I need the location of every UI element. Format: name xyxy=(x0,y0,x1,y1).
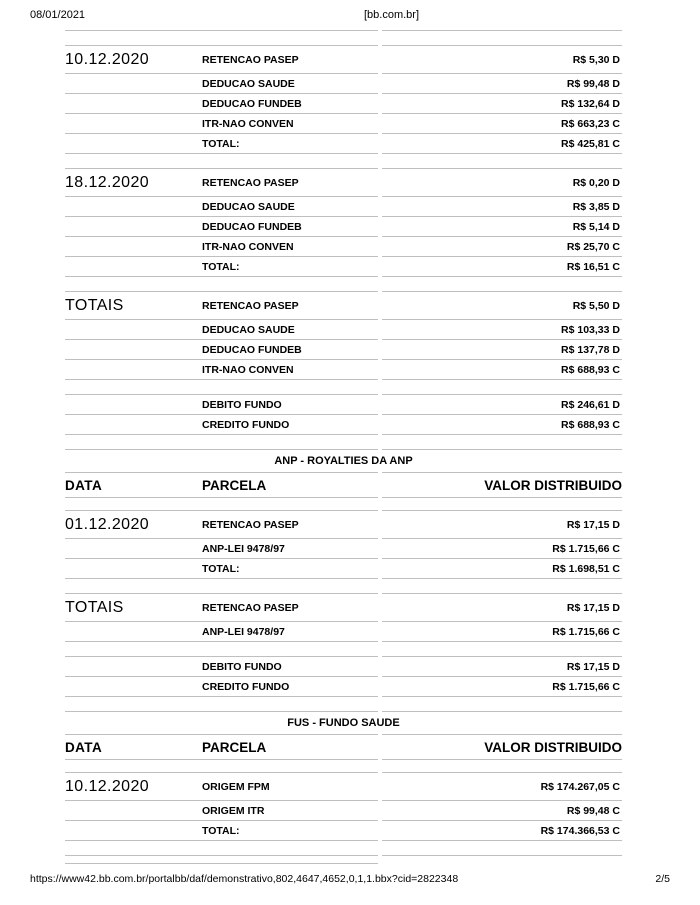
valor-cell: R$ 99,48 D xyxy=(566,77,620,90)
column-header-parcela: PARCELA xyxy=(202,477,267,493)
date-cell: TOTAIS xyxy=(65,296,124,314)
row-line-left xyxy=(65,277,378,292)
spacer-row xyxy=(65,642,622,657)
row-line-left xyxy=(65,31,378,46)
parcela-cell: DEDUCAO FUNDEB xyxy=(202,97,302,110)
spacer-row xyxy=(65,697,622,712)
valor-cell: R$ 5,50 D xyxy=(572,299,620,312)
row-right xyxy=(382,217,622,237)
row-right xyxy=(382,46,622,74)
valor-cell: R$ 132,64 D xyxy=(561,97,620,110)
valor-cell: R$ 688,93 C xyxy=(561,418,620,431)
row-line-left xyxy=(65,0,378,31)
date-cell: 01.12.2020 xyxy=(65,515,150,533)
parcela-cell: ANP-LEI 9478/97 xyxy=(202,542,285,555)
spacer-row xyxy=(65,380,622,395)
row-left xyxy=(65,360,378,380)
row-right xyxy=(382,415,622,435)
valor-cell: R$ 174.267,05 C xyxy=(540,780,620,793)
row-right xyxy=(382,74,622,94)
valor-cell: R$ 663,23 C xyxy=(561,117,620,130)
row-line-left xyxy=(65,760,378,773)
row-line-left xyxy=(65,380,378,395)
parcela-cell: DEDUCAO FUNDEB xyxy=(202,343,302,356)
row-right xyxy=(382,169,622,197)
table-row xyxy=(65,217,622,237)
table-row xyxy=(65,677,622,697)
row-line-right xyxy=(382,760,622,773)
column-header-data: DATA xyxy=(65,739,103,755)
date-cell: 10.12.2020 xyxy=(65,50,150,68)
spacer-row xyxy=(65,277,622,292)
date-cell: TOTAIS xyxy=(65,598,124,616)
row-line-left xyxy=(65,642,378,657)
valor-cell: R$ 5,14 D xyxy=(572,220,620,233)
row-right xyxy=(382,801,622,821)
row-right xyxy=(382,94,622,114)
row-line-right xyxy=(382,277,622,292)
spacer-row xyxy=(65,760,622,773)
valor-cell: R$ 137,78 D xyxy=(561,343,620,356)
row-right xyxy=(382,395,622,415)
row-line-right xyxy=(382,0,622,31)
row-left xyxy=(65,257,378,277)
table-row xyxy=(65,94,622,114)
column-header-valor: VALOR DISTRIBUIDO xyxy=(484,739,622,755)
row-left xyxy=(65,114,378,134)
valor-cell: R$ 17,15 D xyxy=(566,660,620,673)
row-left xyxy=(65,237,378,257)
parcela-cell: DEBITO FUNDO xyxy=(202,660,282,673)
parcela-cell: DEDUCAO SAUDE xyxy=(202,77,295,90)
row-line-right xyxy=(382,498,622,511)
row-right xyxy=(382,677,622,697)
valor-cell: R$ 103,33 D xyxy=(561,323,620,336)
row-line-left xyxy=(65,498,378,511)
row-right xyxy=(382,539,622,559)
row-right xyxy=(382,773,622,801)
report-table xyxy=(65,0,622,864)
table-row xyxy=(65,539,622,559)
valor-cell: R$ 17,15 D xyxy=(566,601,620,614)
parcela-cell: CREDITO FUNDO xyxy=(202,680,290,693)
row-right xyxy=(382,292,622,320)
row-right xyxy=(382,134,622,154)
spacer-row xyxy=(65,498,622,511)
parcela-cell: ANP-LEI 9478/97 xyxy=(202,625,285,638)
row-left xyxy=(65,320,378,340)
row-left xyxy=(65,773,378,801)
valor-cell: R$ 1.698,51 C xyxy=(552,562,620,575)
row-line-right xyxy=(382,579,622,594)
valor-cell: R$ 1.715,66 C xyxy=(552,625,620,638)
table-row xyxy=(65,657,622,677)
footer-page-number: 2/5 xyxy=(655,873,670,885)
row-left xyxy=(65,94,378,114)
row-line-right xyxy=(382,435,622,450)
spacer-row xyxy=(65,579,622,594)
valor-cell: R$ 17,15 D xyxy=(566,518,620,531)
row-left xyxy=(65,169,378,197)
row-left xyxy=(65,395,378,415)
table-row xyxy=(65,74,622,94)
spacer-row xyxy=(65,841,622,856)
valor-cell: R$ 688,93 C xyxy=(561,363,620,376)
row-left xyxy=(65,539,378,559)
parcela-cell: DEDUCAO SAUDE xyxy=(202,200,295,213)
table-row xyxy=(65,395,622,415)
row-line-right xyxy=(382,856,622,864)
parcela-cell: TOTAL: xyxy=(202,562,240,575)
table-row xyxy=(65,415,622,435)
row-left xyxy=(65,292,378,320)
valor-cell: R$ 174.366,53 C xyxy=(540,824,620,837)
table-row xyxy=(65,134,622,154)
row-right xyxy=(382,622,622,642)
partial-rule-row xyxy=(65,856,622,864)
section-title: ANP - ROYALTIES DA ANP xyxy=(274,455,413,467)
table-row xyxy=(65,559,622,579)
table-row xyxy=(65,197,622,217)
row-right xyxy=(382,657,622,677)
table-row xyxy=(65,622,622,642)
table-row xyxy=(65,340,622,360)
parcela-cell: RETENCAO PASEP xyxy=(202,518,299,531)
parcela-cell: TOTAL: xyxy=(202,260,240,273)
row-line-left xyxy=(65,856,378,864)
valor-cell: R$ 3,85 D xyxy=(572,200,620,213)
table-row xyxy=(65,114,622,134)
parcela-cell: ITR-NAO CONVEN xyxy=(202,240,294,253)
table-row xyxy=(65,511,622,539)
parcela-cell: TOTAL: xyxy=(202,824,240,837)
page-header-date: 08/01/2021 xyxy=(30,9,86,21)
table-header-row xyxy=(65,472,622,498)
parcela-cell: RETENCAO PASEP xyxy=(202,601,299,614)
parcela-cell: CREDITO FUNDO xyxy=(202,418,290,431)
row-left xyxy=(65,340,378,360)
row-left xyxy=(65,197,378,217)
row-left xyxy=(65,511,378,539)
table-header-row xyxy=(65,734,622,760)
footer-url: https://www42.bb.com.br/portalbb/daf/demonstrativo,802,4647,4652,0,1,1.bbx?cid=2822348 xyxy=(30,873,459,885)
parcela-cell: ITR-NAO CONVEN xyxy=(202,363,294,376)
table-row xyxy=(65,360,622,380)
valor-cell: R$ 246,61 D xyxy=(561,398,620,411)
valor-cell: R$ 5,30 D xyxy=(572,53,620,66)
row-line-left xyxy=(65,579,378,594)
date-cell: 10.12.2020 xyxy=(65,777,150,795)
table-row xyxy=(65,169,622,197)
column-header-valor: VALOR DISTRIBUIDO xyxy=(484,477,622,493)
row-left xyxy=(65,74,378,94)
parcela-cell: ORIGEM FPM xyxy=(202,780,270,793)
column-header-data: DATA xyxy=(65,477,103,493)
table-row xyxy=(65,773,622,801)
table-row xyxy=(65,320,622,340)
row-left xyxy=(65,594,378,622)
parcela-cell: RETENCAO PASEP xyxy=(202,176,299,189)
page-header-site: [bb.com.br] xyxy=(364,9,420,21)
table-row xyxy=(65,237,622,257)
parcela-cell: TOTAL: xyxy=(202,137,240,150)
row-left xyxy=(65,46,378,74)
parcela-cell: ITR-NAO CONVEN xyxy=(202,117,294,130)
row-right xyxy=(382,197,622,217)
row-line-left xyxy=(65,841,378,856)
column-header-parcela: PARCELA xyxy=(202,739,267,755)
spacer-row xyxy=(65,435,622,450)
valor-cell: R$ 425,81 C xyxy=(561,137,620,150)
row-left xyxy=(65,217,378,237)
row-right xyxy=(382,511,622,539)
row-line-left xyxy=(65,435,378,450)
table-row xyxy=(65,292,622,320)
row-line-right xyxy=(382,841,622,856)
row-right xyxy=(382,114,622,134)
row-right xyxy=(382,257,622,277)
valor-cell: R$ 16,51 C xyxy=(566,260,620,273)
row-left xyxy=(65,657,378,677)
parcela-cell: DEBITO FUNDO xyxy=(202,398,282,411)
table-row xyxy=(65,46,622,74)
row-line-left xyxy=(65,154,378,169)
parcela-cell: RETENCAO PASEP xyxy=(202,299,299,312)
table-row xyxy=(65,594,622,622)
row-right xyxy=(382,320,622,340)
valor-cell: R$ 0,20 D xyxy=(572,176,620,189)
header-rule-row xyxy=(65,0,622,31)
row-left xyxy=(65,821,378,841)
valor-cell: R$ 99,48 C xyxy=(566,804,620,817)
header-left xyxy=(65,734,378,760)
spacer-row xyxy=(65,154,622,169)
row-right xyxy=(382,340,622,360)
row-right xyxy=(382,821,622,841)
parcela-cell: DEDUCAO FUNDEB xyxy=(202,220,302,233)
parcela-cell: RETENCAO PASEP xyxy=(202,53,299,66)
row-line-right xyxy=(382,642,622,657)
header-left xyxy=(65,472,378,498)
row-left xyxy=(65,559,378,579)
row-right xyxy=(382,559,622,579)
row-left xyxy=(65,677,378,697)
date-cell: 18.12.2020 xyxy=(65,173,150,191)
row-line-right xyxy=(382,31,622,46)
header-right xyxy=(382,472,622,498)
valor-cell: R$ 1.715,66 C xyxy=(552,542,620,555)
section-title: FUS - FUNDO SAUDE xyxy=(287,717,400,729)
row-right xyxy=(382,360,622,380)
valor-cell: R$ 25,70 C xyxy=(566,240,620,253)
valor-cell: R$ 1.715,66 C xyxy=(552,680,620,693)
parcela-cell: DEDUCAO SAUDE xyxy=(202,323,295,336)
row-right xyxy=(382,594,622,622)
row-left xyxy=(65,415,378,435)
table-row xyxy=(65,257,622,277)
table-row xyxy=(65,821,622,841)
table-row xyxy=(65,801,622,821)
row-line-right xyxy=(382,154,622,169)
row-right xyxy=(382,237,622,257)
spacer-row xyxy=(65,31,622,46)
header-right xyxy=(382,734,622,760)
row-left xyxy=(65,801,378,821)
row-left xyxy=(65,622,378,642)
row-line-right xyxy=(382,380,622,395)
parcela-cell: ORIGEM ITR xyxy=(202,804,265,817)
row-line-left xyxy=(65,697,378,712)
row-left xyxy=(65,134,378,154)
row-line-right xyxy=(382,697,622,712)
